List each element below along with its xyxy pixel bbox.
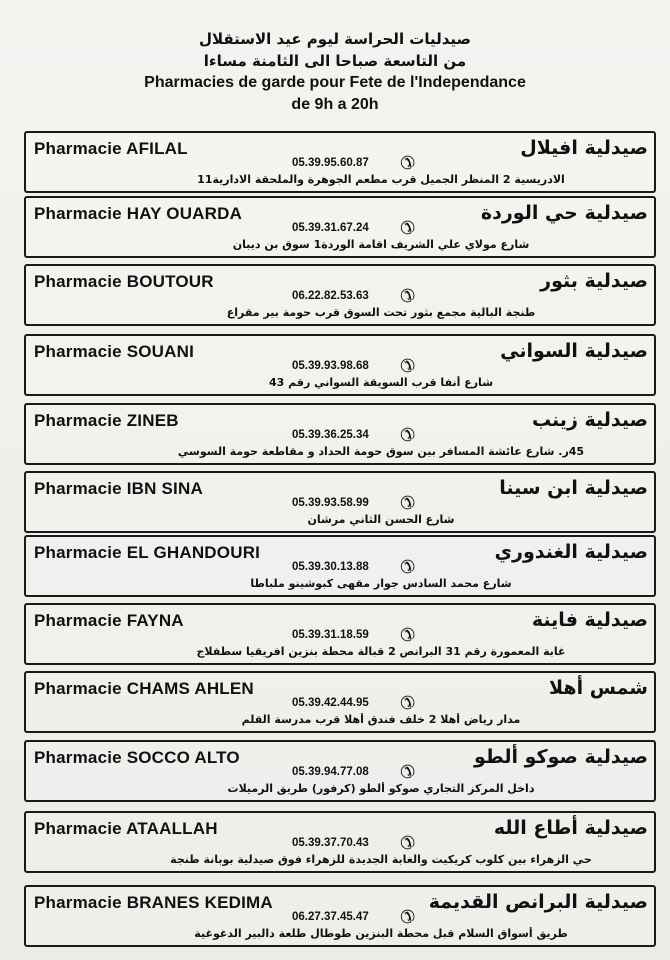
pharmacy-address: الادريسية 2 المنظر الجميل قرب مطعم الجوهرة والملحقة الادارية11 [197, 173, 565, 186]
pharmacy-name-arabic: صيدلية البرانص القديمة [428, 891, 648, 913]
pharmacy-name-french: Pharmacie CHAMS AHLEN [34, 679, 254, 698]
phone-handset-icon: ✆ [400, 218, 416, 239]
pharmacy-name-arabic: صيدلية زينب [531, 409, 648, 431]
phone-handset-icon: ✆ [400, 425, 416, 446]
pharmacy-card [24, 740, 656, 802]
pharmacy-name-french: Pharmacie SOUANI [34, 342, 195, 361]
pharmacy-name-french: Pharmacie HAY OUARDA [34, 204, 243, 223]
pharmacy-card [24, 334, 656, 396]
pharmacy-phone: 05.39.94.77.08 [292, 766, 369, 778]
header-arabic-hours: من التاسعة صباحا الى الثامنة مساءا [203, 52, 467, 70]
phone-handset-icon: ✆ [400, 356, 416, 377]
pharmacy-card [24, 603, 656, 665]
phone-handset-icon: ✆ [400, 493, 416, 514]
pharmacy-phone: 05.39.36.25.34 [292, 429, 369, 441]
pharmacy-phone: 06.22.82.53.63 [292, 290, 369, 302]
pharmacy-address: طنجة البالية مجمع بثور تحت السوق قرب حومة بير مقراع [226, 306, 536, 319]
pharmacy-name-french: Pharmacie AFILAL [34, 139, 188, 158]
pharmacy-address: شارع مولاي علي الشريف اقامة الوردة1 سوق بن ديبان [232, 238, 530, 251]
pharmacy-name-arabic: شمس أهلا [548, 677, 648, 699]
pharmacy-name-arabic: صيدلية السواني [500, 340, 648, 362]
pharmacy-card [24, 671, 656, 733]
pharmacy-address: 45ر. شارع عائشة المسافر بين سوق حومة الحداد و مقاطعة حومة السوسي [177, 445, 585, 458]
phone-handset-icon: ✆ [400, 833, 416, 854]
phone-handset-icon: ✆ [400, 693, 416, 714]
pharmacy-name-french: Pharmacie FAYNA [34, 611, 184, 630]
header-french-hours: de 9h a 20h [291, 96, 379, 113]
pharmacy-name-arabic: صيدلية ابن سينا [499, 477, 648, 499]
pharmacy-card [24, 131, 656, 193]
pharmacy-card [24, 196, 656, 258]
pharmacy-phone: 05.39.31.67.24 [292, 222, 369, 234]
pharmacy-card [24, 471, 656, 533]
pharmacy-phone: 05.39.93.98.68 [292, 360, 369, 372]
pharmacy-phone: 05.39.30.13.88 [292, 561, 369, 573]
pharmacy-address: داخل المركز التجاري صوكو ألطو (كرفور) طريق الرميلات [227, 782, 535, 795]
phone-handset-icon: ✆ [400, 286, 416, 307]
pharmacy-address: شارع أنفا قرب السويقة السواني رقم 43 [268, 376, 494, 389]
pharmacy-phone: 05.39.95.60.87 [292, 157, 369, 169]
phone-handset-icon: ✆ [400, 625, 416, 646]
header-arabic-title: صيدليات الحراسة ليوم عيد الاستقلال [198, 30, 472, 48]
pharmacy-name-arabic: صيدلية الغندوري [494, 541, 648, 563]
pharmacy-name-arabic: صيدلية أطاع الله [493, 817, 648, 839]
pharmacy-address: طريق أسواق السلام قبل محطة البنزين طوطال طلعة دالبير الدغوغية [194, 927, 568, 940]
pharmacy-name-arabic: صيدلية فاينة [531, 609, 648, 631]
header-french-title: Pharmacies de garde pour Fete de l'Independance [144, 74, 526, 91]
pharmacy-card [24, 885, 656, 947]
phone-handset-icon: ✆ [400, 762, 416, 783]
phone-handset-icon: ✆ [400, 153, 416, 174]
pharmacy-name-french: Pharmacie ATAALLAH [34, 819, 218, 838]
phone-handset-icon: ✆ [400, 557, 416, 578]
pharmacy-phone: 05.39.31.18.59 [292, 629, 369, 641]
pharmacy-address: حي الزهراء بين كلوب كريكيت والغابة الجديدة للزهراء فوق صيدلية بوبانة طنجة [170, 853, 592, 866]
pharmacy-name-arabic: صيدلية افيلال [520, 137, 648, 159]
pharmacy-name-french: Pharmacie BRANES KEDIMA [34, 893, 273, 912]
pharmacy-address: شارع محمد السادس جوار مقهى كبوشينو ملباطا [250, 577, 512, 590]
pharmacy-name-french: Pharmacie EL GHANDOURI [34, 543, 261, 562]
pharmacy-phone: 06.27.37.45.47 [292, 911, 369, 923]
pharmacy-name-arabic: صيدلية حي الوردة [480, 202, 648, 224]
pharmacy-name-french: Pharmacie ZINEB [34, 411, 179, 430]
pharmacy-name-french: Pharmacie SOCCO ALTO [34, 748, 240, 767]
pharmacy-address: شارع الحسن الثاني مرشان [307, 513, 455, 526]
pharmacy-address: غابة المعمورة رقم 31 البرانص 2 قبالة محطة بنزين افريقيا سطفلاج [196, 645, 566, 658]
pharmacy-phone: 05.39.93.58.99 [292, 497, 369, 509]
pharmacy-phone: 05.39.37.70.43 [292, 837, 369, 849]
pharmacy-name-arabic: صيدلية صوكو ألطو [473, 746, 648, 768]
phone-handset-icon: ✆ [400, 907, 416, 928]
pharmacy-card [24, 403, 656, 465]
pharmacy-phone: 05.39.42.44.95 [292, 697, 369, 709]
pharmacy-card [24, 535, 656, 597]
pharmacy-name-french: Pharmacie IBN SINA [34, 479, 203, 498]
pharmacy-address: مدار رياض أهلا 2 خلف فندق أهلا قرب مدرسة القلم [241, 713, 521, 726]
pharmacy-card [24, 811, 656, 873]
pharmacy-card [24, 264, 656, 326]
document-header [0, 28, 670, 116]
pharmacy-name-arabic: صيدلية بثور [540, 270, 648, 292]
pharmacy-name-french: Pharmacie BOUTOUR [34, 272, 214, 291]
